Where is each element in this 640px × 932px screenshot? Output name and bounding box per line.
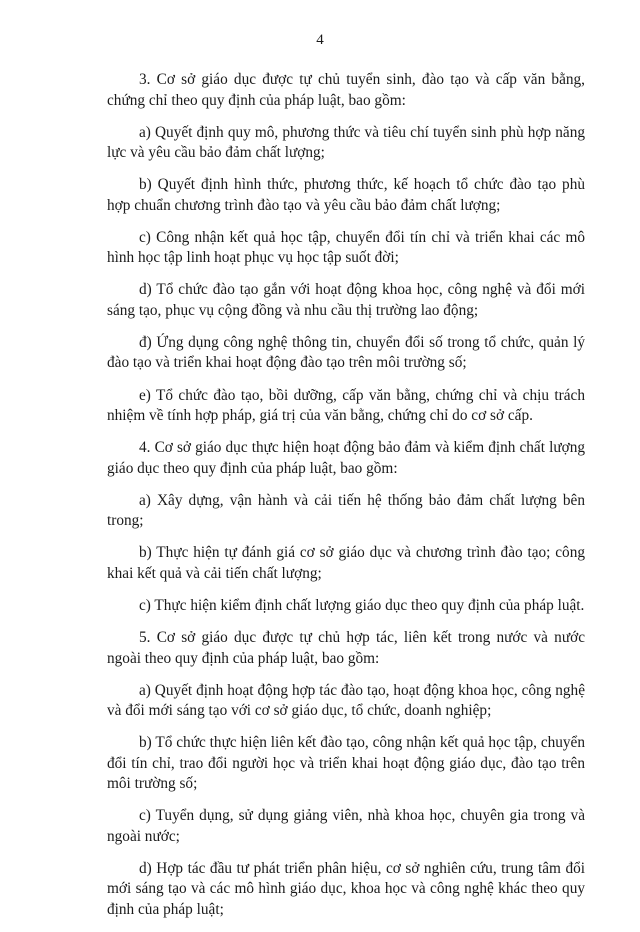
- clause-5b: b) Tổ chức thực hiện liên kết đào tạo, công nhận kết quả học tập, chuyển đổi tín chỉ, trao đổi người học và triển khai hoạt động giáo dục, đào tạo trên môi trường số;: [107, 734, 585, 793]
- page-number: 4: [316, 32, 324, 48]
- clause-4b: b) Thực hiện tự đánh giá cơ sở giáo dục và chương trình đào tạo; công khai kết quả và cải tiến chất lượng;: [107, 544, 585, 582]
- clause-5d: d) Hợp tác đầu tư phát triển phân hiệu, cơ sở nghiên cứu, trung tâm đổi mới sáng tạo và các mô hình giáo dục, khoa học và công nghệ khác theo quy định của pháp luật;: [107, 859, 585, 918]
- document-body: [107, 70, 585, 932]
- clause-4c: c) Thực hiện kiểm định chất lượng giáo dục theo quy định của pháp luật.: [139, 596, 585, 614]
- clause-3d: d) Tổ chức đào tạo gắn với hoạt động khoa học, công nghệ và đổi mới sáng tạo, phục vụ cộng đồng và nhu cầu thị trường lao động;: [107, 281, 585, 319]
- clause-5: 5. Cơ sở giáo dục được tự chủ hợp tác, liên kết trong nước và nước ngoài theo quy định của pháp luật, bao gồm:: [107, 629, 585, 667]
- clause-4a: a) Xây dựng, vận hành và cải tiến hệ thống bảo đảm chất lượng bên trong;: [107, 491, 585, 530]
- clause-3a: a) Quyết định quy mô, phương thức và tiêu chí tuyển sinh phù hợp năng lực và yêu cầu bảo đảm chất lượng;: [107, 123, 585, 162]
- clause-5a: a) Quyết định hoạt động hợp tác đào tạo, hoạt động khoa học, công nghệ và đổi mới sáng tạo với cơ sở giáo dục, tổ chức, doanh nghiệp;: [107, 681, 585, 720]
- clause-3dd: đ) Ứng dụng công nghệ thông tin, chuyển đổi số trong tổ chức, quản lý đào tạo và triển khai hoạt động đào tạo trên môi trường số;: [107, 333, 585, 372]
- clause-3c: c) Công nhận kết quả học tập, chuyển đổi tín chỉ và triển khai các mô hình học tập linh hoạt phục vụ học tập suốt đời;: [107, 228, 585, 267]
- clause-3e: e) Tổ chức đào tạo, bồi dưỡng, cấp văn bằng, chứng chỉ và chịu trách nhiệm về tính hợp pháp, giá trị của văn bằng, chứng chỉ do cơ sở cấp.: [107, 386, 585, 425]
- clause-4: 4. Cơ sở giáo dục thực hiện hoạt động bảo đảm và kiểm định chất lượng giáo dục theo quy định của pháp luật, bao gồm:: [107, 439, 585, 477]
- clause-3b: b) Quyết định hình thức, phương thức, kế hoạch tổ chức đào tạo phù hợp chuẩn chương trình đào tạo và yêu cầu bảo đảm chất lượng;: [107, 176, 585, 214]
- clause-3: 3. Cơ sở giáo dục được tự chủ tuyển sinh, đào tạo và cấp văn bằng, chứng chỉ theo quy định của pháp luật, bao gồm:: [107, 71, 585, 109]
- clause-5c: c) Tuyển dụng, sử dụng giảng viên, nhà khoa học, chuyên gia trong và ngoài nước;: [107, 807, 585, 845]
